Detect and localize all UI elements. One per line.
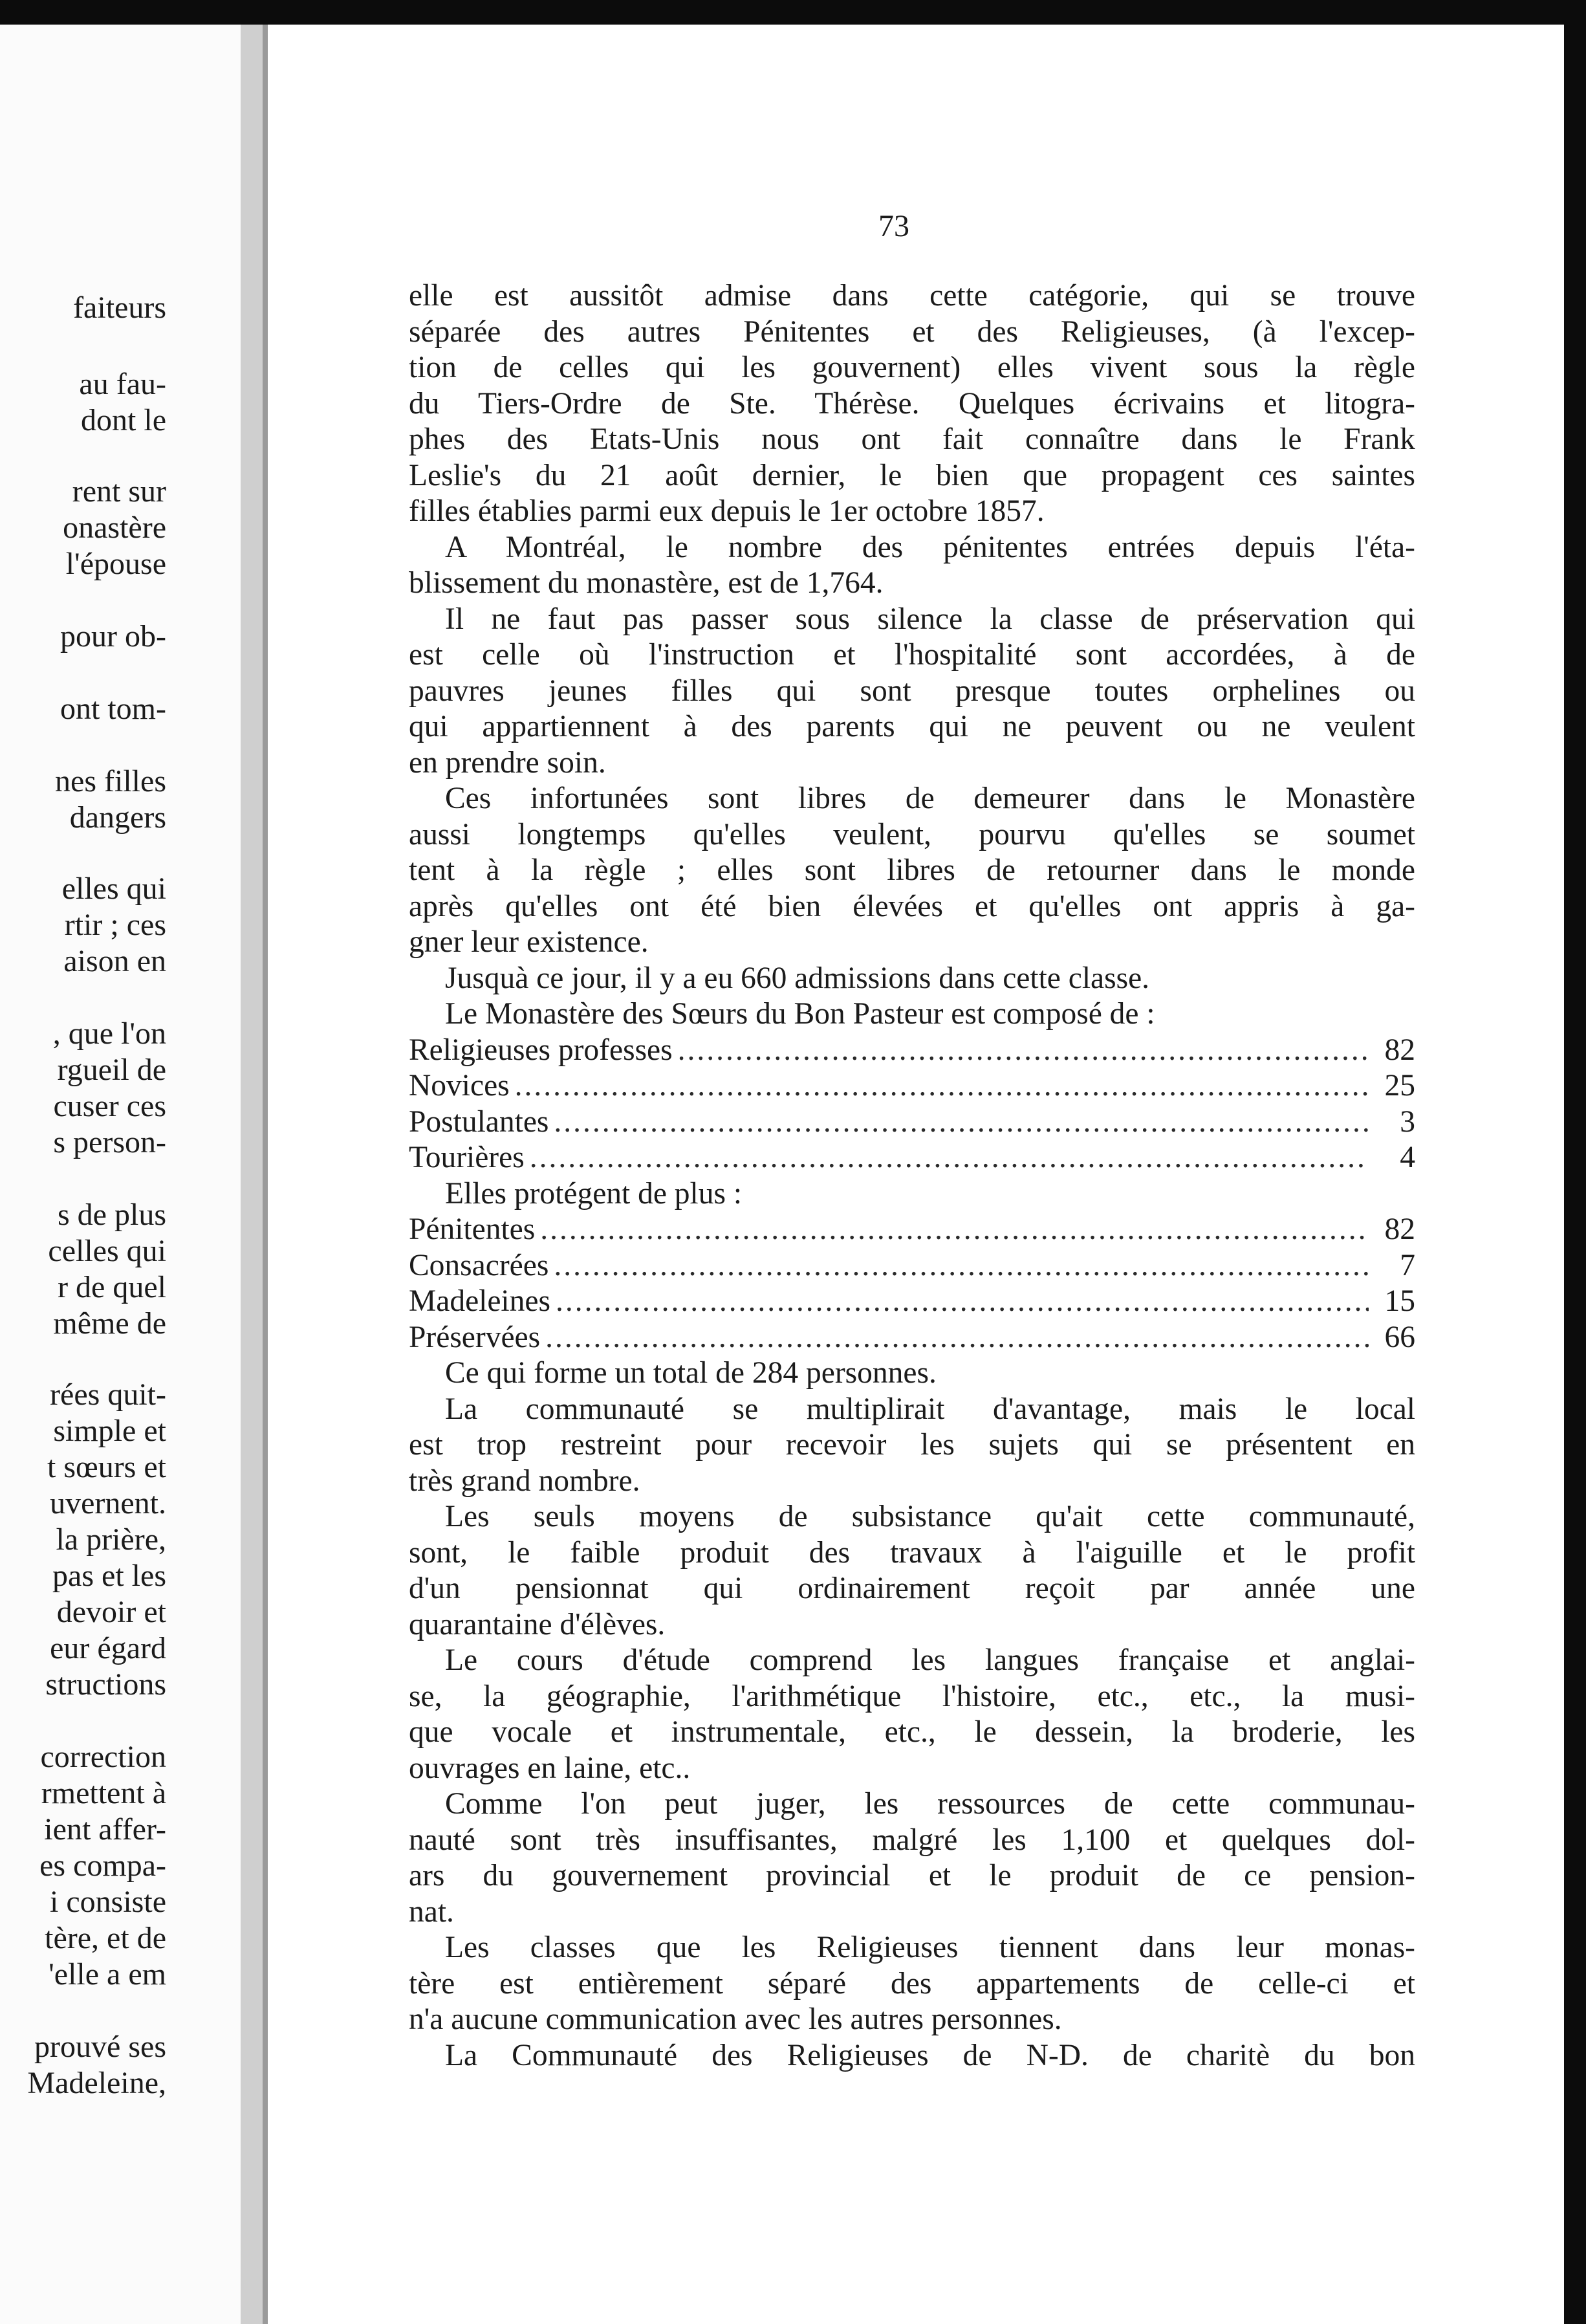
dot-leader [540,1212,1369,1248]
text-line: très grand nombre. [409,1463,640,1498]
tally-value: 7 [1400,1248,1415,1282]
facing-line: rent sur [72,474,166,509]
facing-line: cuser ces [53,1089,166,1123]
dot-leader [554,1104,1369,1141]
tally-label: Religieuses professes [409,1033,673,1067]
text-line: Comme l'on peut juger, les ressources de cette communau- [445,1787,1415,1821]
text-line: séparée des autres Pénitentes et des Religieuses, (à l'excep- [409,314,1415,349]
tally-label: Tourières [409,1141,525,1174]
text-line: n'a aucune communication avec les autres personnes. [409,2002,1062,2036]
facing-line: , que l'on [52,1016,166,1051]
tally-row [409,1104,1415,1141]
dot-leader [554,1248,1369,1284]
facing-line: nes filles [55,764,166,798]
tally-row [409,1033,1415,1069]
facing-line: s person- [53,1125,166,1159]
page-edge-shadow [263,25,268,2324]
dot-leader [515,1068,1369,1104]
facing-line: rtir ; ces [64,908,166,942]
tally-label: Préservées [409,1320,541,1354]
text-line: tent à la règle ; elles sont libres de retourner dans le monde [409,853,1415,887]
text-line: blissement du monastère, est de 1,764. [409,566,884,600]
tally-label: Postulantes [409,1104,549,1139]
tally-row [409,1284,1415,1320]
tally-row [409,1320,1415,1356]
facing-line: faiteurs [73,290,166,325]
facing-line: uvernent. [50,1486,166,1520]
facing-line: la prière, [56,1522,166,1557]
text-line: filles établies parmi eux depuis le 1er octobre 1857. [409,494,1045,528]
text-line: ouvrages en laine, etc.. [409,1751,691,1785]
tally-value: 25 [1384,1069,1415,1102]
text-line: Jusquà ce jour, il y a eu 660 admissions dans cette classe. [445,961,1150,995]
text-line: Les classes que les Religieuses tiennent dans leur monas- [445,1931,1415,1964]
facing-line: i consiste [50,1885,166,1919]
tally-value: 3 [1400,1104,1415,1139]
facing-line: Madeleine, [27,2066,166,2100]
text-line: que vocale et instrumentale, etc., le dessein, la broderie, les [409,1715,1415,1749]
text-line: après qu'elles ont été bien élevées et qu'elles ont appris à ga- [409,889,1415,923]
text-line: gner leur existence. [409,925,649,959]
facing-line: eur égard [50,1631,166,1665]
facing-line: prouvé ses [34,2030,166,2064]
tally-label: Consacrées [409,1248,549,1282]
book-gutter [241,25,263,2324]
text-line: nat. [409,1894,454,1929]
tally-label: Pénitentes [409,1212,536,1246]
facing-line: rmettent à [41,1776,166,1810]
facing-line: correction [40,1740,166,1774]
text-line: se, la géographie, l'arithmétique l'histoire, etc., etc., la musi- [409,1679,1415,1713]
text-line: Les seuls moyens de subsistance qu'ait cette communauté, [445,1500,1415,1533]
tally-row [409,1068,1415,1104]
text-line: phes des Etats-Unis nous ont fait connaître dans le Frank [409,422,1415,456]
page-number: 73 [878,209,909,243]
dot-leader [556,1284,1369,1320]
tally-value: 15 [1384,1284,1415,1318]
tally-label: Novices [409,1069,510,1102]
text-line: d'un pensionnat qui ordinairement reçoit par année une [409,1572,1415,1605]
text-line: tion de celles qui les gouvernent) elles vivent sous la règle [409,351,1415,384]
facing-line: pas et les [52,1559,166,1593]
facing-line: rées quit- [50,1377,166,1412]
facing-line: structions [45,1667,166,1702]
scan-border-top [0,0,1586,25]
facing-line: t sœurs et [47,1450,166,1484]
facing-line: elles qui [61,872,166,906]
facing-line: même de [53,1306,166,1341]
text-line: du Tiers-Ordre de Ste. Thérèse. Quelques écrivains et litogra- [409,386,1415,421]
dot-leader [545,1320,1369,1356]
facing-line: ient affer- [44,1812,166,1847]
text-line: est celle où l'instruction et l'hospitalité sont accordées, à de [409,638,1415,672]
text-line: pauvres jeunes filles qui sont presque toutes orphelines ou [409,674,1415,708]
facing-line: aison en [63,944,166,978]
dot-leader [678,1033,1369,1069]
text-line: est trop restreint pour recevoir les sujets qui se présentent en [409,1428,1415,1462]
facing-page-fragment [0,25,241,2324]
facing-line: es compa- [39,1848,166,1883]
text-line: sont, le faible produit des travaux à l'aiguille et le profit [409,1535,1415,1570]
text-line: tère est entièrement séparé des appartements de celle-ci et [409,1966,1415,2001]
facing-line: dont le [81,403,166,437]
facing-line: tère, et de [45,1921,166,1955]
text-line: Ce qui forme un total de 284 personnes. [445,1356,937,1390]
text-line: La communauté se multiplirait d'avantage, mais le local [445,1392,1415,1426]
text-line: Le Monastère des Sœurs du Bon Pasteur est composé de : [445,997,1155,1031]
text-line: quarantaine d'élèves. [409,1607,666,1641]
text-line: Ces infortunées sont libres de demeurer dans le Monastère [445,782,1415,815]
tally-row [409,1248,1415,1284]
text-line: en prendre soin. [409,745,606,780]
tally-value: 4 [1400,1141,1415,1174]
facing-line: dangers [69,800,166,835]
facing-line: l'épouse [65,547,166,581]
text-line: Elles protégent de plus : [445,1176,743,1211]
tally-value: 66 [1384,1320,1415,1354]
tally-row [409,1140,1415,1176]
scan-border-right [1564,0,1586,2324]
facing-line: celles qui [48,1234,166,1268]
page-body [409,278,1415,2074]
text-line: elle est aussitôt admise dans cette catégorie, qui se trouve [409,279,1415,312]
tally-row [409,1212,1415,1248]
text-line: Il ne faut pas passer sous silence la classe de préservation qui [445,602,1415,636]
facing-line: 'elle a em [49,1957,166,1991]
facing-line: au fau- [79,367,166,401]
dot-leader [530,1140,1369,1176]
text-line: Le cours d'étude comprend les langues française et anglai- [445,1643,1415,1677]
facing-line: r de quel [58,1270,166,1304]
tally-label: Madeleines [409,1284,550,1318]
facing-line: devoir et [56,1595,166,1629]
tally-value: 82 [1384,1212,1415,1246]
text-line: aussi longtemps qu'elles veulent, pourvu qu'elles se soumet [409,817,1415,851]
text-line: La Communauté des Religieuses de N-D. de charitè du bon [445,2038,1415,2072]
text-line: Leslie's du 21 août dernier, le bien que propagent ces saintes [409,458,1415,492]
facing-line: ont tom- [60,692,166,726]
text-line: ars du gouvernement provincial et le produit de ce pension- [409,1859,1415,1892]
text-line: A Montréal, le nombre des pénitentes entrées depuis l'éta- [445,530,1415,564]
text-line: nauté sont très insuffisantes, malgré les 1,100 et quelques dol- [409,1823,1415,1857]
facing-line: simple et [53,1414,166,1448]
facing-line: pour ob- [60,619,166,653]
facing-line: s de plus [58,1198,166,1232]
tally-value: 82 [1384,1033,1415,1067]
facing-line: onastère [63,510,166,545]
text-line: qui appartiennent à des parents qui ne peuvent ou ne veulent [409,710,1415,743]
facing-line: rgueil de [57,1053,166,1087]
